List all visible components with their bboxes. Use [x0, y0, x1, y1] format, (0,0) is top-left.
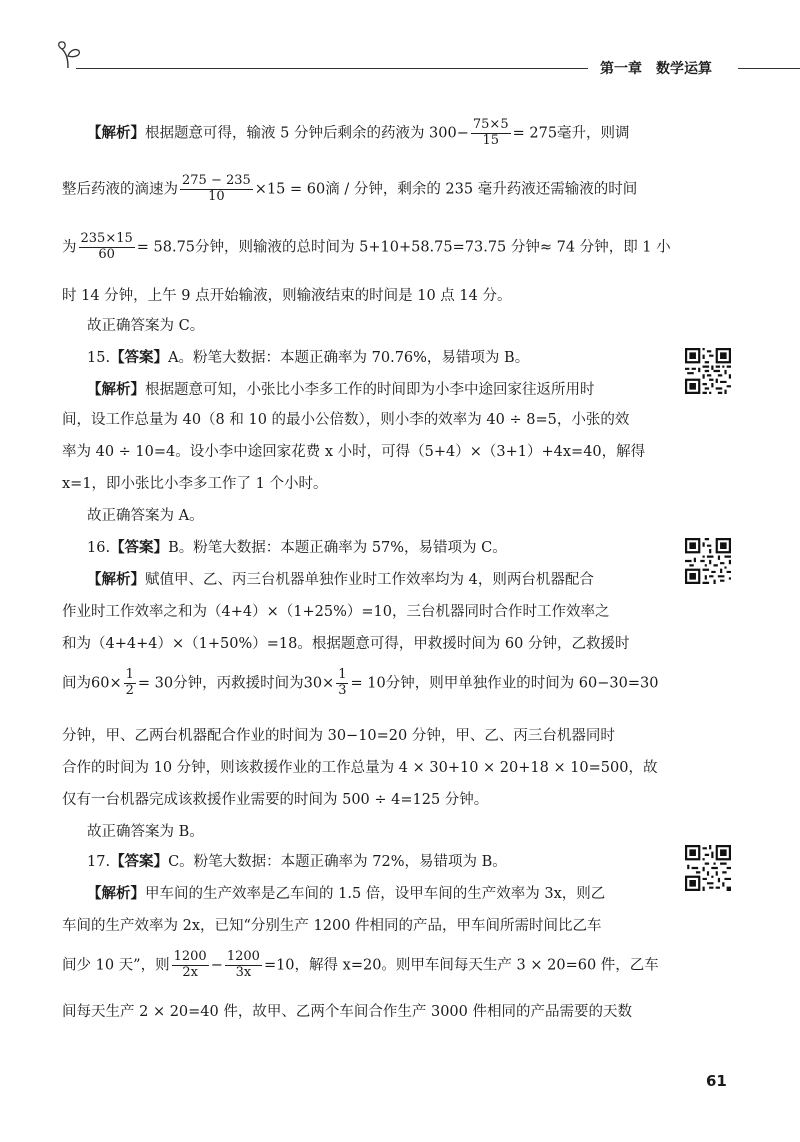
explain-tag: 【解析】 — [87, 572, 145, 588]
q17-explain-line-3: 间少 10 天”，则 $\frac{1200}{2x}$ − $\frac{1200}{3x}$ =10，解得 x=20。则甲车间每天生产 3 × 20=60 件，乙车 — [62, 949, 659, 980]
q15-answer: 15.【答案】A。粉笔大数据：本题正确率为 70.76%，易错项为 B。 — [87, 350, 530, 366]
q14-explain-line-1: 【解析】根据题意可得，输液 5 分钟后剩余的药液为 300− $\frac{75\times 5}{15}$ = 275毫升，则调 — [87, 117, 630, 148]
header-rule-left — [76, 68, 588, 69]
q14-conclusion: 故正确答案为 C。 — [87, 318, 205, 334]
page-number: 61 — [706, 1072, 727, 1090]
q16-explain-line-3: 和为（4+4+4）×（1+50%）=18。根据题意可得，甲救援时间为 60 分钟，乙救援时 — [62, 636, 630, 652]
chapter-number: 第一章 — [600, 61, 642, 77]
q16-explain-line-2: 作业时工作效率之和为（4+4）×（1+25%）=10，三台机器同时合作时工作效率之 — [62, 604, 610, 620]
q17-answer: 17.【答案】C。粉笔大数据：本题正确率为 72%，易错项为 B。 — [87, 854, 507, 870]
fraction: $\frac{1200}{2x}$ — [173, 949, 207, 980]
q17-explain-line-4: 间每天生产 2 × 20=40 件，故甲、乙两个车间合作生产 3000 件相同的产品需要的天数 — [62, 1004, 632, 1020]
qr-code-icon[interactable] — [685, 538, 731, 584]
explain-tag: 【解析】 — [87, 125, 145, 142]
leaf-icon — [56, 40, 82, 70]
q14-explain-line-2: 整后药液的滴速为 $\frac{275 - 235}{10}$ ×15 = 60滴 / 分钟，剩余的 235 毫升药液还需输液的时间 — [62, 173, 638, 204]
q17-explain-line-2: 车间的生产效率为 2x，已知“分别生产 1200 件相同的产品，甲车间所需时间比乙车 — [62, 918, 602, 934]
q17-explain-line-1: 【解析】甲车间的生产效率是乙车间的 1.5 倍，设甲车间的生产效率为 3x，则乙 — [87, 886, 606, 902]
q16-explain-line-7: 仅有一台机器完成该救援作业需要的时间为 500 ÷ 4=125 分钟。 — [62, 792, 489, 808]
q15-explain-line-4: x=1，即小张比小李多工作了 1 个小时。 — [62, 476, 328, 492]
fraction: $\frac{1}{2}$ — [125, 667, 134, 698]
header-rule-right — [738, 68, 800, 69]
q16-conclusion: 故正确答案为 B。 — [87, 824, 204, 840]
q15-explain-line-3: 率为 40 ÷ 10=4。设小李中途回家花费 x 小时，可得（5+4）×（3+1）+4x=40，解得 — [62, 444, 646, 460]
page-header — [0, 0, 800, 90]
q15-explain-line-1: 【解析】根据题意可知，小张比小李多工作的时间即为小李中途回家往返所用时 — [87, 382, 595, 398]
chapter-title: 数学运算 — [656, 61, 712, 77]
q14-explain-line-4: 时 14 分钟，上午 9 点开始输液，则输液结束的时间是 10 点 14 分。 — [62, 288, 512, 304]
fraction: $\frac{275 - 235}{10}$ — [182, 173, 251, 204]
q16-explain-line-6: 合作的时间为 10 分钟，则该救援作业的工作总量为 4 × 30+10 × 20+18 × 10=500，故 — [62, 760, 658, 776]
q16-explain-line-4: 间为60× $\frac{1}{2}$ = 30分钟，丙救援时间为30× $\frac{1}{3}$ = 10分钟，则甲单独作业的时间为 60−30=30 — [62, 667, 659, 698]
q15-conclusion: 故正确答案为 A。 — [87, 508, 204, 524]
q14-explain-line-3: 为 $\frac{235\times 15}{60}$ = 58.75分钟，则输液的总时间为 5+10+58.75=73.75 分钟≈ 74 分钟，即 1 小 — [62, 231, 671, 262]
chapter-heading — [600, 58, 712, 78]
fraction: $\frac{1200}{3x}$ — [226, 949, 260, 980]
answer-tag: 【答案】 — [110, 350, 169, 366]
q16-explain-line-5: 分钟，甲、乙两台机器配合作业的时间为 30−10=20 分钟，甲、乙、丙三台机器同时 — [62, 728, 615, 744]
answer-tag: 【答案】 — [110, 854, 169, 870]
q16-answer: 16.【答案】B。粉笔大数据：本题正确率为 57%，易错项为 C。 — [87, 540, 507, 556]
qr-code-icon[interactable] — [685, 348, 731, 394]
fraction: $\frac{235\times 15}{60}$ — [80, 231, 133, 262]
answer-tag: 【答案】 — [110, 540, 169, 556]
fraction: $\frac{1}{3}$ — [338, 667, 347, 698]
q16-explain-line-1: 【解析】赋值甲、乙、丙三台机器单独作业时工作效率均为 4，则两台机器配合 — [87, 572, 594, 588]
fraction: $\frac{75\times 5}{15}$ — [472, 117, 509, 148]
q15-explain-line-2: 间，设工作总量为 40（8 和 10 的最小公倍数），则小李的效率为 40 ÷ 8=5，小张的效 — [62, 412, 630, 428]
explain-tag: 【解析】 — [87, 382, 145, 398]
qr-code-icon[interactable] — [685, 845, 731, 891]
explain-tag: 【解析】 — [87, 886, 145, 902]
